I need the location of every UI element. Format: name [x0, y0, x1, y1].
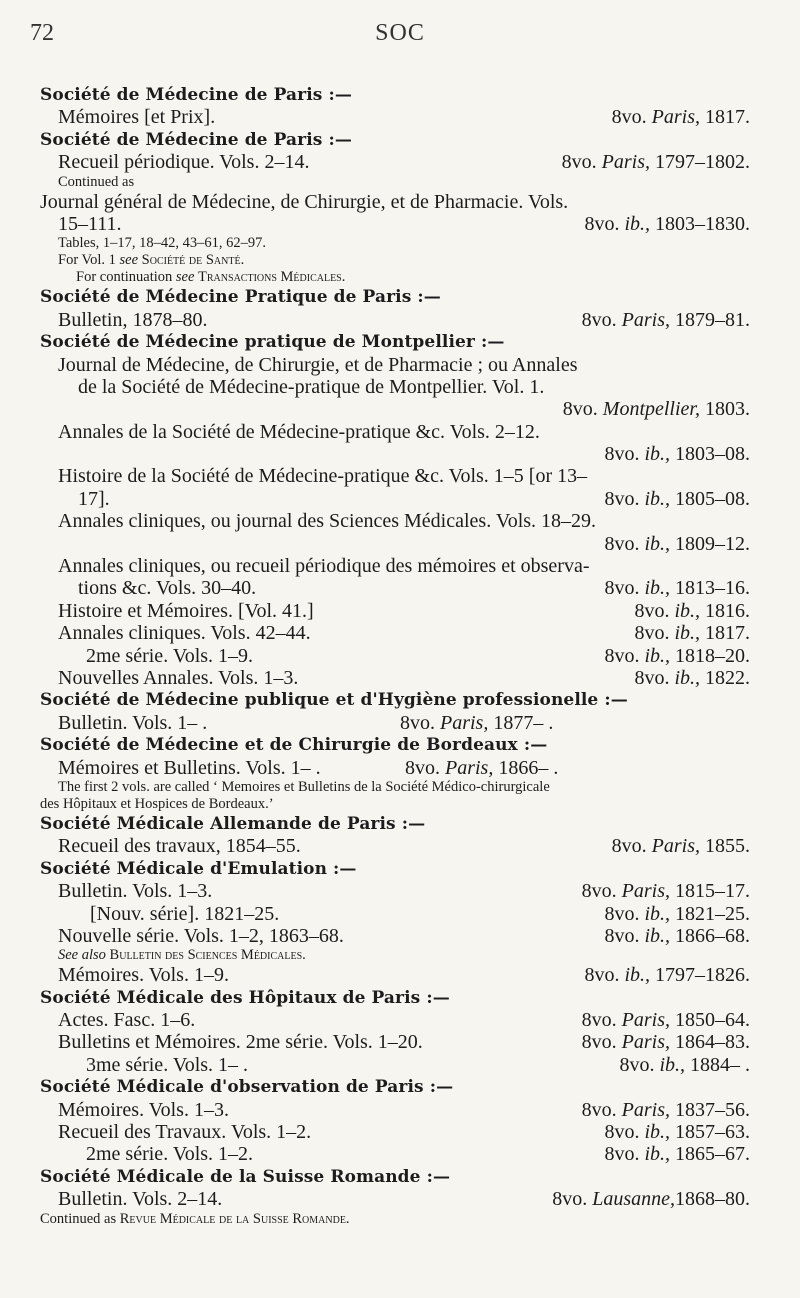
item-title: Nouvelle série. Vols. 1–2, 1863–68.: [58, 924, 344, 947]
catalogue-body: [0, 84, 800, 1228]
item-imprint: 8vo. Paris, 1879–81.: [581, 308, 750, 331]
item-title: Annales cliniques, ou recueil périodique des mémoires et observa-: [58, 555, 590, 578]
item-title: 2me série. Vols. 1–2.: [86, 1143, 254, 1166]
item-title: Bulletin, 1878–80.: [58, 308, 208, 331]
item-title: Nouvelles Annales. Vols. 1–3.: [58, 666, 299, 689]
item-imprint: 8vo. ib., 1813–16.: [604, 577, 750, 600]
entry-heading: Société de Médecine Pratique de Paris :—: [40, 287, 441, 308]
item-title: Recueil périodique. Vols. 2–14.: [58, 151, 310, 174]
entry-heading: Société de Médecine de Paris :—: [40, 129, 352, 150]
item-title: 17].: [78, 487, 110, 510]
item-imprint: 8vo. Paris, 1797–1802.: [561, 151, 750, 174]
item-imprint: 8vo. Paris, 1877– .: [400, 711, 554, 734]
item-title: 3me série. Vols. 1– .: [86, 1053, 249, 1076]
item-title: Mémoires [et Prix].: [58, 106, 216, 129]
item-imprint: 8vo. ib., 1821–25.: [604, 902, 750, 925]
item-imprint: 8vo. ib., 1884– .: [619, 1053, 750, 1076]
item-title: 15–111.: [58, 212, 122, 235]
item-title: Recueil des travaux, 1854–55.: [58, 835, 301, 858]
item-imprint: 8vo. ib., 1805–08.: [604, 487, 750, 510]
item-title: Histoire et Mémoires. [Vol. 41.]: [58, 599, 314, 622]
see-note: For Vol. 1 see Société de Santé.: [58, 252, 245, 269]
item-title: Annales de la Société de Médecine-pratique &c. Vols. 2–12.: [58, 420, 540, 443]
running-head: SOC: [375, 20, 425, 46]
continued-label: Continued as: [58, 173, 135, 190]
item-imprint: 8vo. ib., 1866–68.: [604, 924, 750, 947]
item-imprint: 8vo. ib., 1865–67.: [604, 1143, 750, 1166]
item-title: Bulletin. Vols. 1–3.: [58, 880, 213, 903]
item-imprint: 8vo. ib., 1803–08.: [604, 443, 750, 466]
entry-heading: Société de Médecine de Paris :—: [40, 85, 352, 105]
entry-heading: Société Médicale Allemande de Paris :—: [40, 813, 426, 834]
tables-note: Tables, 1–17, 18–42, 43–61, 62–97.: [58, 235, 267, 252]
item-title: Histoire de la Société de Médecine-pratique &c. Vols. 1–5 [or 13–: [58, 465, 588, 488]
item-title: Recueil des Travaux. Vols. 1–2.: [58, 1121, 312, 1144]
item-imprint: 8vo. Paris, 1815–17.: [581, 880, 750, 903]
item-imprint: 8vo. Paris, 1817.: [611, 106, 750, 129]
item-imprint: 8vo. ib., 1822.: [634, 666, 750, 689]
item-title: Mémoires. Vols. 1–3.: [58, 1098, 229, 1121]
entry-heading: Société de Médecine et de Chirurgie de Bordeaux :—: [40, 735, 548, 756]
continued-note: Continued as Revue Médicale de la Suisse Romande.: [40, 1210, 350, 1227]
entry-heading: Société Médicale de la Suisse Romande :—: [40, 1166, 451, 1187]
entry-heading: Société Médicale des Hôpitaux de Paris :—: [40, 987, 450, 1008]
item-imprint: 8vo. ib., 1809–12.: [604, 532, 750, 555]
item-title: Annales cliniques. Vols. 42–44.: [58, 622, 311, 645]
item-imprint: 8vo. ib., 1816.: [634, 599, 750, 622]
item-title: Journal de Médecine, de Chirurgie, et de Pharmacie ; ou Annales: [58, 353, 578, 376]
item-imprint: 8vo. ib., 1817.: [634, 622, 750, 645]
item-imprint: 8vo. Lausanne,1868–80.: [552, 1188, 750, 1211]
entry-heading: Société de Médecine publique et d'Hygiène professionelle :—: [40, 690, 628, 711]
note-text: The first 2 vols. are called ‘ Memoires et Bulletins de la Société Médico-chirurgicale: [58, 778, 550, 795]
page-header: [0, 20, 800, 56]
item-title: Bulletin. Vols. 1– .: [58, 711, 208, 734]
page-number: 72: [30, 20, 54, 46]
item-title: [Nouv. série]. 1821–25.: [90, 902, 280, 925]
item-title: 2me série. Vols. 1–9.: [86, 644, 254, 667]
item-imprint: 8vo. Paris, 1866– .: [405, 756, 559, 779]
item-title: Bulletin. Vols. 2–14.: [58, 1188, 223, 1211]
item-imprint: 8vo. ib., 1857–63.: [604, 1121, 750, 1144]
item-title: Mémoires. Vols. 1–9.: [58, 964, 229, 987]
note-text: des Hôpitaux et Hospices de Bordeaux.’: [40, 795, 274, 812]
item-imprint: 8vo. ib., 1818–20.: [604, 644, 750, 667]
item-imprint: 8vo. Paris, 1850–64.: [581, 1009, 750, 1032]
item-title: Annales cliniques, ou journal des Sciences Médicales. Vols. 18–29.: [58, 510, 597, 533]
item-title: Bulletins et Mémoires. 2me série. Vols. 1–20.: [58, 1031, 423, 1054]
see-note: For continuation see Transactions Médicales.: [76, 269, 346, 286]
see-note: See also Bulletin des Sciences Médicales.: [58, 947, 306, 964]
item-title: Actes. Fasc. 1–6.: [58, 1009, 196, 1032]
item-title: tions &c. Vols. 30–40.: [78, 577, 257, 600]
item-imprint: 8vo. Paris, 1864–83.: [581, 1031, 750, 1054]
item-title: Mémoires et Bulletins. Vols. 1– .: [58, 756, 321, 779]
entry-heading: Société Médicale d'Emulation :—: [40, 858, 357, 879]
item-imprint: 8vo. Paris, 1855.: [611, 835, 750, 858]
item-title: de la Société de Médecine-pratique de Montpellier. Vol. 1.: [78, 375, 545, 398]
item-imprint: 8vo. Paris, 1837–56.: [581, 1098, 750, 1121]
entry-heading: Société de Médecine pratique de Montpellier :—: [40, 332, 505, 353]
item-imprint: 8vo. ib., 1803–1830.: [584, 212, 750, 235]
item-imprint: 8vo. Montpellier, 1803.: [562, 398, 750, 421]
item-title: Journal général de Médecine, de Chirurgie, et de Pharmacie. Vols.: [40, 190, 569, 213]
entry-heading: Société Médicale d'observation de Paris :—: [40, 1077, 454, 1098]
item-imprint: 8vo. ib., 1797–1826.: [584, 964, 750, 987]
